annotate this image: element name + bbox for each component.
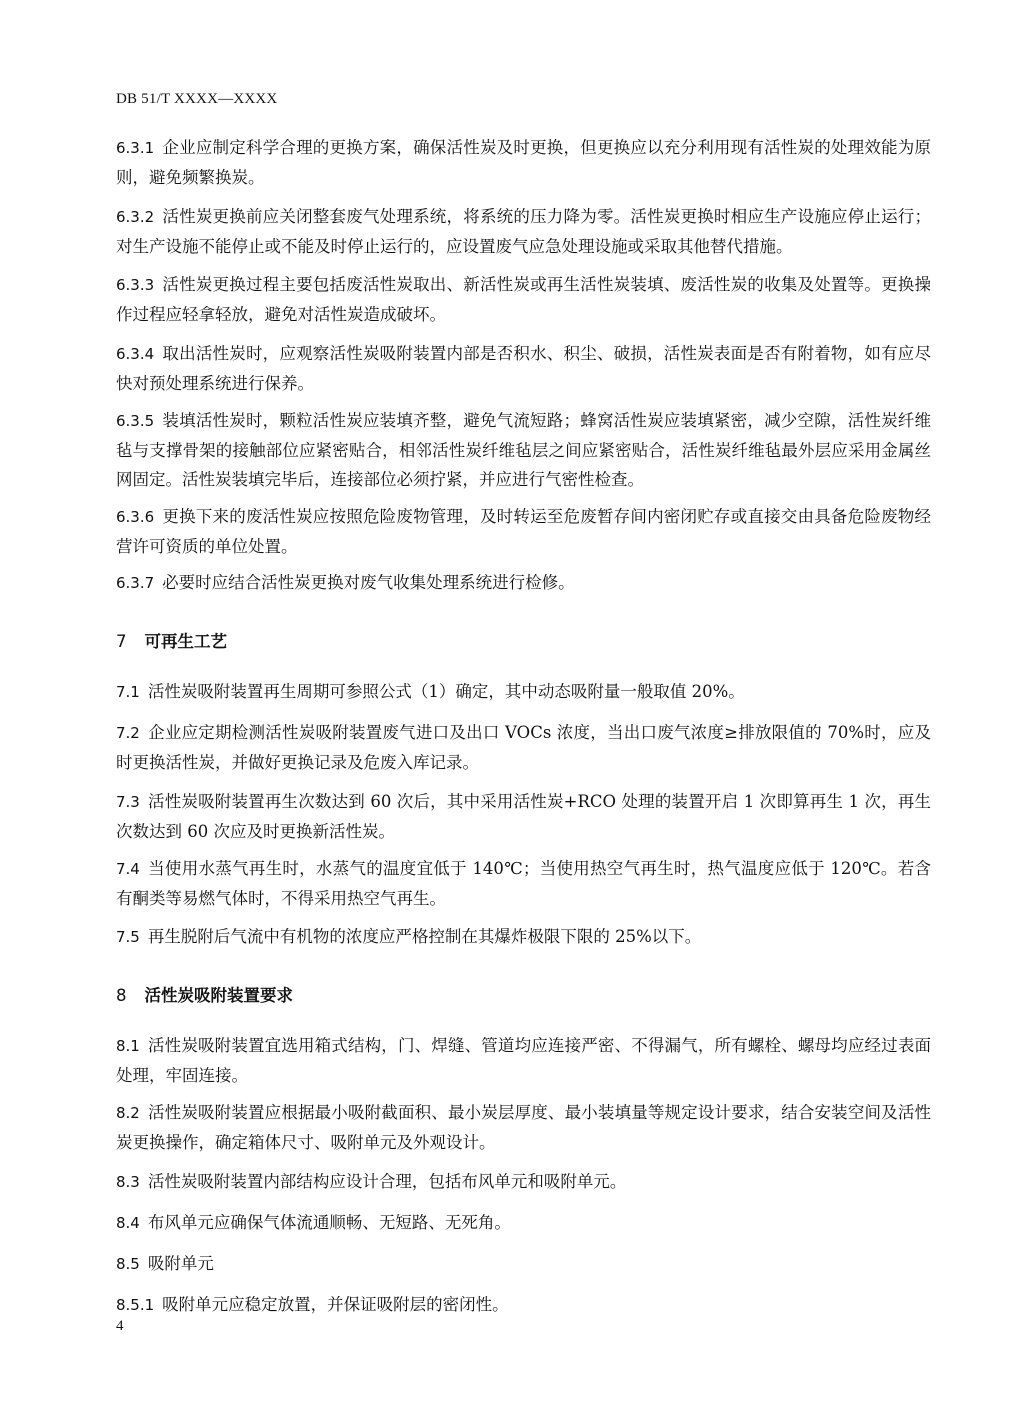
clause-number: 8.5.1 xyxy=(116,1296,155,1314)
clause-number: 6.3.2 xyxy=(116,208,155,226)
clause-number: 7.2 xyxy=(116,724,140,742)
clause-number: 6.3.1 xyxy=(116,139,155,157)
clause-text: 必要时应结合活性炭更换对废气收集处理系统进行检修。 xyxy=(162,573,575,592)
clause-text: 活性炭更换过程主要包括废活性炭取出、新活性炭或再生活性炭装填、废活性炭的收集及处置等。更换操作过程应轻拿轻放，避免对活性炭造成破坏。 xyxy=(116,275,931,324)
clause-8-1 xyxy=(116,1031,931,1090)
clause-text: 吸附单元 xyxy=(147,1254,214,1273)
clause-text: 活性炭吸附装置再生周期可参照公式（1）确定，其中动态吸附量一般取值 20%。 xyxy=(147,682,745,701)
clause-8-4 xyxy=(116,1208,931,1238)
clause-6-3-3 xyxy=(116,270,931,329)
clause-number: 8.1 xyxy=(116,1037,140,1055)
clause-number: 7.5 xyxy=(116,928,140,946)
clause-7-4 xyxy=(116,854,931,913)
clause-7-5 xyxy=(116,922,931,952)
clause-number: 8.4 xyxy=(116,1214,140,1232)
section-heading-7 xyxy=(116,628,227,652)
clause-number: 7.1 xyxy=(116,683,140,701)
clause-6-3-7 xyxy=(116,568,931,598)
clause-text: 活性炭吸附装置再生次数达到 60 次后，其中采用活性炭+RCO 处理的装置开启 1 次即算再生 1 次，再生次数达到 60 次应及时更换新活性炭。 xyxy=(116,792,931,841)
clause-text: 活性炭更换前应关闭整套废气处理系统，将系统的压力降为零。活性炭更换时相应生产设施应停止运行；对生产设施不能停止或不能及时停止运行的，应设置废气应急处理设施或采取其他替代措施。 xyxy=(116,207,931,256)
section-title: 活性炭吸附装置要求 xyxy=(144,986,293,1005)
clause-text: 活性炭吸附装置应根据最小吸附截面积、最小炭层厚度、最小装填量等规定设计要求，结合安装空间及活性炭更换操作，确定箱体尺寸、吸附单元及外观设计。 xyxy=(116,1103,931,1152)
section-title: 可再生工艺 xyxy=(144,632,227,651)
page-number: 4 xyxy=(116,1318,124,1334)
clause-text: 活性炭吸附装置内部结构应设计合理，包括布风单元和吸附单元。 xyxy=(147,1172,627,1191)
clause-text: 企业应制定科学合理的更换方案，确保活性炭及时更换，但更换应以充分利用现有活性炭的处理效能为原则，避免频繁换炭。 xyxy=(116,138,931,187)
clause-number: 8.2 xyxy=(116,1104,140,1122)
clause-number: 8.3 xyxy=(116,1173,140,1191)
section-heading-8 xyxy=(116,982,293,1006)
clause-6-3-5 xyxy=(116,406,931,494)
clause-8-5-1 xyxy=(116,1290,931,1320)
clause-text: 装填活性炭时，颗粒活性炭应装填齐整，避免气流短路；蜂窝活性炭应装填紧密，减少空隙，活性炭纤维毡与支撑骨架的接触部位应紧密贴合，相邻活性炭纤维毡层之间应紧密贴合，活性炭纤维毡最外层应采用金属丝网固定。活性炭装填完毕后，连接部位必须拧紧，并应进行气密性检查。 xyxy=(116,411,931,489)
clause-text: 当使用水蒸气再生时，水蒸气的温度宜低于 140℃；当使用热空气再生时，热气温度应低于 120℃。若含有酮类等易燃气体时，不得采用热空气再生。 xyxy=(116,859,931,908)
clause-6-3-1 xyxy=(116,133,931,192)
document-code-header: DB 51/T XXXX—XXXX xyxy=(116,91,278,107)
clause-number: 6.3.6 xyxy=(116,508,155,526)
clause-number: 6.3.7 xyxy=(116,574,155,592)
clause-number: 8.5 xyxy=(116,1255,140,1273)
clause-text: 活性炭吸附装置宜选用箱式结构，门、焊缝、管道均应连接严密、不得漏气，所有螺栓、螺母均应经过表面处理，牢固连接。 xyxy=(116,1036,931,1085)
clause-text: 取出活性炭时，应观察活性炭吸附装置内部是否积水、积尘、破损，活性炭表面是否有附着物，如有应尽快对预处理系统进行保养。 xyxy=(116,344,931,393)
clause-8-5 xyxy=(116,1249,931,1279)
clause-number: 6.3.5 xyxy=(116,412,155,430)
clause-7-2 xyxy=(116,718,931,777)
clause-number: 7.3 xyxy=(116,793,140,811)
clause-text: 再生脱附后气流中有机物的浓度应严格控制在其爆炸极限下限的 25%以下。 xyxy=(147,927,702,946)
section-number: 8 xyxy=(116,986,127,1005)
clause-text: 吸附单元应稳定放置，并保证吸附层的密闭性。 xyxy=(162,1295,509,1314)
clause-text: 布风单元应确保气体流通顺畅、无短路、无死角。 xyxy=(147,1213,511,1232)
clause-8-3 xyxy=(116,1167,931,1197)
clause-text: 更换下来的废活性炭应按照危险废物管理，及时转运至危废暂存间内密闭贮存或直接交由具备危险废物经营许可资质的单位处置。 xyxy=(116,507,931,556)
clause-7-1 xyxy=(116,677,931,707)
section-number: 7 xyxy=(116,632,127,651)
clause-6-3-6 xyxy=(116,502,931,561)
clause-7-3 xyxy=(116,787,931,846)
clause-8-2 xyxy=(116,1098,931,1157)
clause-text: 企业应定期检测活性炭吸附装置废气进口及出口 VOCs 浓度，当出口废气浓度≥排放限值的 70%时，应及时更换活性炭，并做好更换记录及危废入库记录。 xyxy=(116,723,931,772)
clause-number: 6.3.3 xyxy=(116,276,155,294)
clause-6-3-2 xyxy=(116,202,931,261)
clause-number: 7.4 xyxy=(116,860,140,878)
clause-6-3-4 xyxy=(116,339,931,398)
clause-number: 6.3.4 xyxy=(116,345,155,363)
